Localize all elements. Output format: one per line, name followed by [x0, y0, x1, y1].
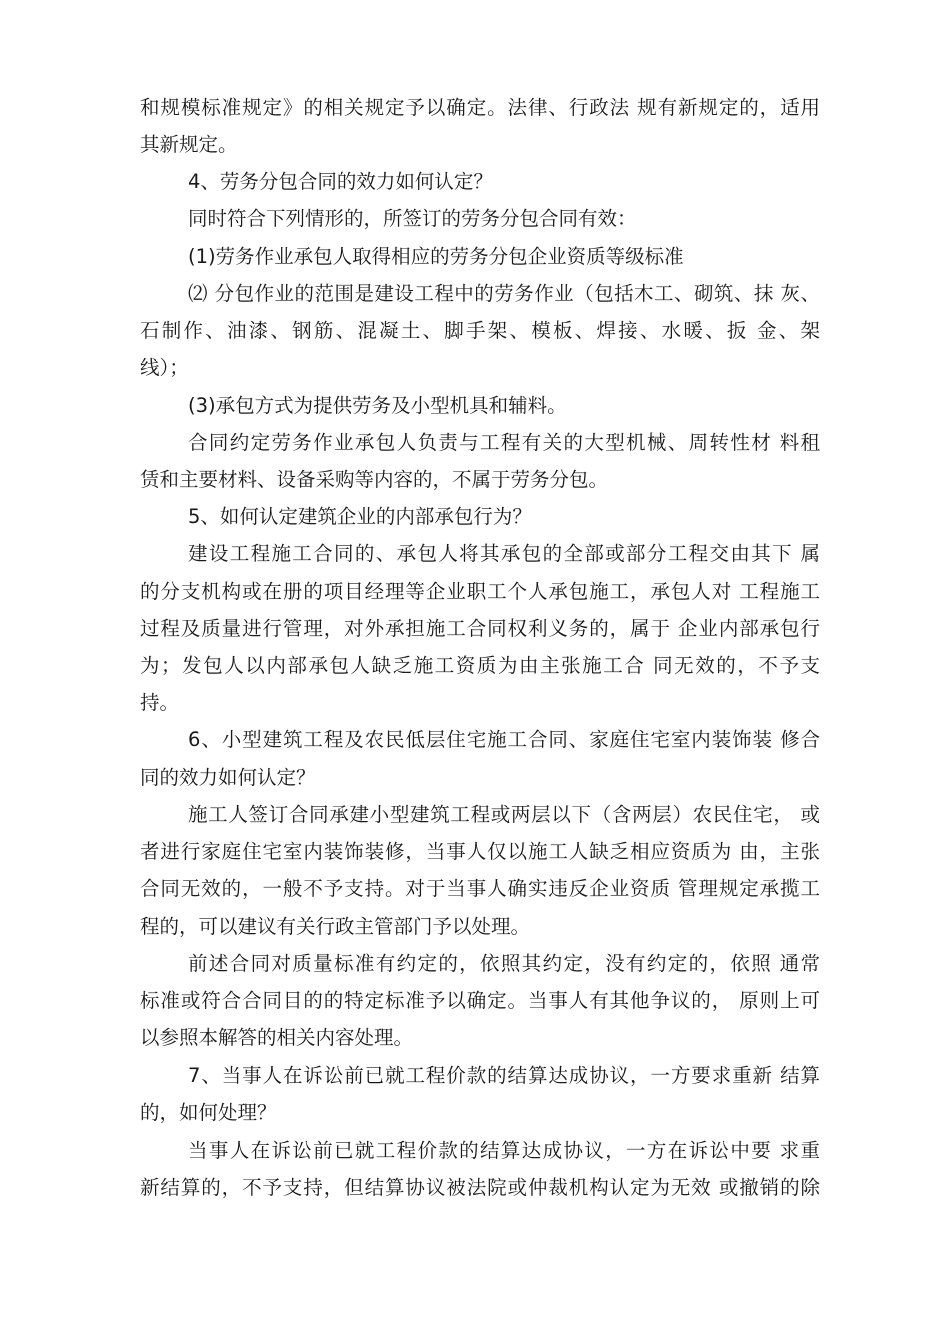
section-heading-6: 6、小型建筑工程及农民低层住宅施工合同、家庭住宅室内装饰装 修合: [188, 728, 820, 751]
text-line-9: (3)承包方式为提供劳务及小型机具和辅料。: [188, 394, 567, 417]
text-line-16: 为；发包人以内部承包人缺乏施工资质为由主张施工合 同无效的，不予支: [140, 654, 820, 677]
text-line-20: 施工人签订合同承建小型建筑工程或两层以下（含两层）农民住宅， 或: [188, 803, 820, 826]
text-line-13: 建设工程施工合同的、承包人将其承包的全部或部分工程交由其下 属: [188, 542, 820, 565]
text-line-26: 以参照本解答的相关内容处理。: [140, 1026, 414, 1049]
text-line-4: 同时符合下列情形的，所签订的劳务分包合同有效：: [188, 207, 637, 230]
text-line-5: (1)劳务作业承包人取得相应的劳务分包企业资质等级标准: [188, 245, 684, 268]
text-line-24: 前述合同对质量标准有约定的，依照其约定，没有约定的，依照 通常: [188, 952, 820, 975]
section-heading-5: 5、如何认定建筑企业的内部承包行为？: [188, 505, 532, 528]
text-line-19: 同的效力如何认定？: [140, 766, 316, 789]
text-line-29: 当事人在诉讼前已就工程价款的结算达成协议，一方在诉讼中要 求重: [188, 1139, 820, 1162]
text-line-15: 过程及质量进行管理，对外承担施工合同权利义务的，属于 企业内部承包行: [140, 617, 820, 640]
text-line-1: 和规模标准规定》的相关规定予以确定。法律、行政法 规有新规定的，适用: [140, 96, 820, 119]
text-line-21: 者进行家庭住宅室内装饰装修，当事人仅以施工人缺乏相应资质为 由，主张: [140, 840, 820, 863]
text-line-8: 线）；: [140, 356, 189, 379]
text-line-25: 标准或符合合同目的的特定标准予以确定。当事人有其他争议的， 原则上可: [140, 989, 820, 1012]
section-heading-7: 7、当事人在诉讼前已就工程价款的结算达成协议，一方要求重新 结算: [188, 1064, 820, 1087]
text-line-30: 新结算的，不予支持，但结算协议被法院或仲裁机构认定为无效 或撤销的除: [140, 1176, 820, 1199]
text-line-17: 持。: [140, 691, 180, 714]
text-line-11: 赁和主要材料、设备采购等内容的，不属于劳务分包。: [140, 468, 609, 491]
section-heading-4: 4、劳务分包合同的效力如何认定？: [188, 170, 493, 193]
text-line-28: 的，如何处理？: [140, 1101, 277, 1124]
text-line-23: 程的，可以建议有关行政主管部门予以处理。: [140, 915, 531, 938]
text-line-22: 合同无效的，一般不予支持。对于当事人确实违反企业资质 管理规定承揽工: [140, 877, 820, 900]
text-line-10: 合同约定劳务作业承包人负责与工程有关的大型机械、周转性材 料租: [188, 431, 820, 454]
text-line-14: 的分支机构或在册的项目经理等企业职工个人承包施工，承包人对 工程施工: [140, 580, 820, 603]
text-line-2: 其新规定。: [140, 133, 238, 156]
text-line-6: ⑵ 分包作业的范围是建设工程中的劳务作业（包括木工、砌筑、抹 灰、: [188, 282, 820, 305]
text-line-7: 石制作、油漆、钢筋、混凝土、脚手架、模板、焊接、水暖、扳 金、架: [140, 319, 820, 342]
